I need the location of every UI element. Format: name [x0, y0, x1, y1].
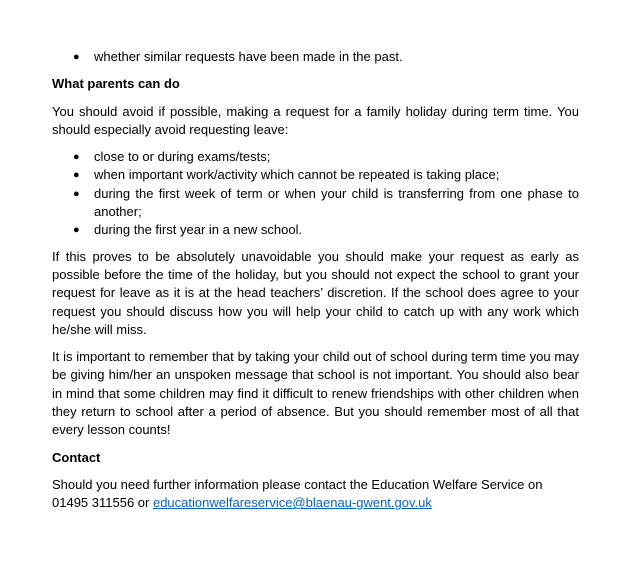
bullet-item — [52, 221, 579, 239]
important-paragraph: It is important to remember that by taking your child out of school during term time you may be giving him/her an unspoken message that school is not important. You should also bear in mind that some children may find it difficult to renew friendships with other children when they return to school after a period of absence. But you should remember most of all that every lesson counts! — [52, 349, 579, 438]
bullet-item — [52, 48, 579, 66]
bullet-item — [52, 148, 579, 166]
bullet-text: when important work/activity which cannot be repeated is taking place; — [94, 167, 500, 183]
intro-paragraph: You should avoid if possible, making a request for a family holiday during term time. You should especially avoid requesting leave: — [52, 103, 579, 137]
bullet-text: during the first week of term or when your child is transferring from one phase to another; — [94, 185, 579, 220]
top-bullet-list — [52, 48, 579, 66]
bullet-text: close to or during exams/tests; — [94, 149, 271, 165]
bullet-item — [52, 185, 579, 222]
contact-paragraph — [52, 476, 579, 513]
email-link[interactable]: educationwelfareservice@blaenau-gwent.gov.uk — [152, 495, 432, 511]
document-page — [52, 48, 579, 513]
heading-contact: Contact — [52, 449, 101, 465]
bullet-icon: ● — [73, 224, 80, 237]
contact-text: Should you need further information please contact the Education Welfare Service on 01495 311556 or — [52, 476, 543, 511]
bullet-item — [52, 166, 579, 184]
bullet-text: during the first year in a new school. — [94, 222, 303, 238]
unavoidable-paragraph: If this proves to be absolutely unavoidable you should make your request as early as possible before the time of the holiday, but you should not expect the school to grant your request for leave as it is at the head teachers’ discretion. If the school does agree to your request you should discuss how you will help your child to catch up with any work which he/she will miss. — [52, 248, 579, 337]
bullet-icon: ● — [73, 169, 80, 182]
bullet-icon: ● — [73, 187, 80, 200]
bullet-text: whether similar requests have been made in the past. — [94, 49, 403, 64]
avoid-leave-bullet-list — [52, 148, 579, 239]
bullet-icon: ● — [73, 151, 80, 164]
heading-what-parents-can-do: What parents can do — [52, 76, 180, 92]
bullet-icon: ● — [73, 51, 80, 63]
